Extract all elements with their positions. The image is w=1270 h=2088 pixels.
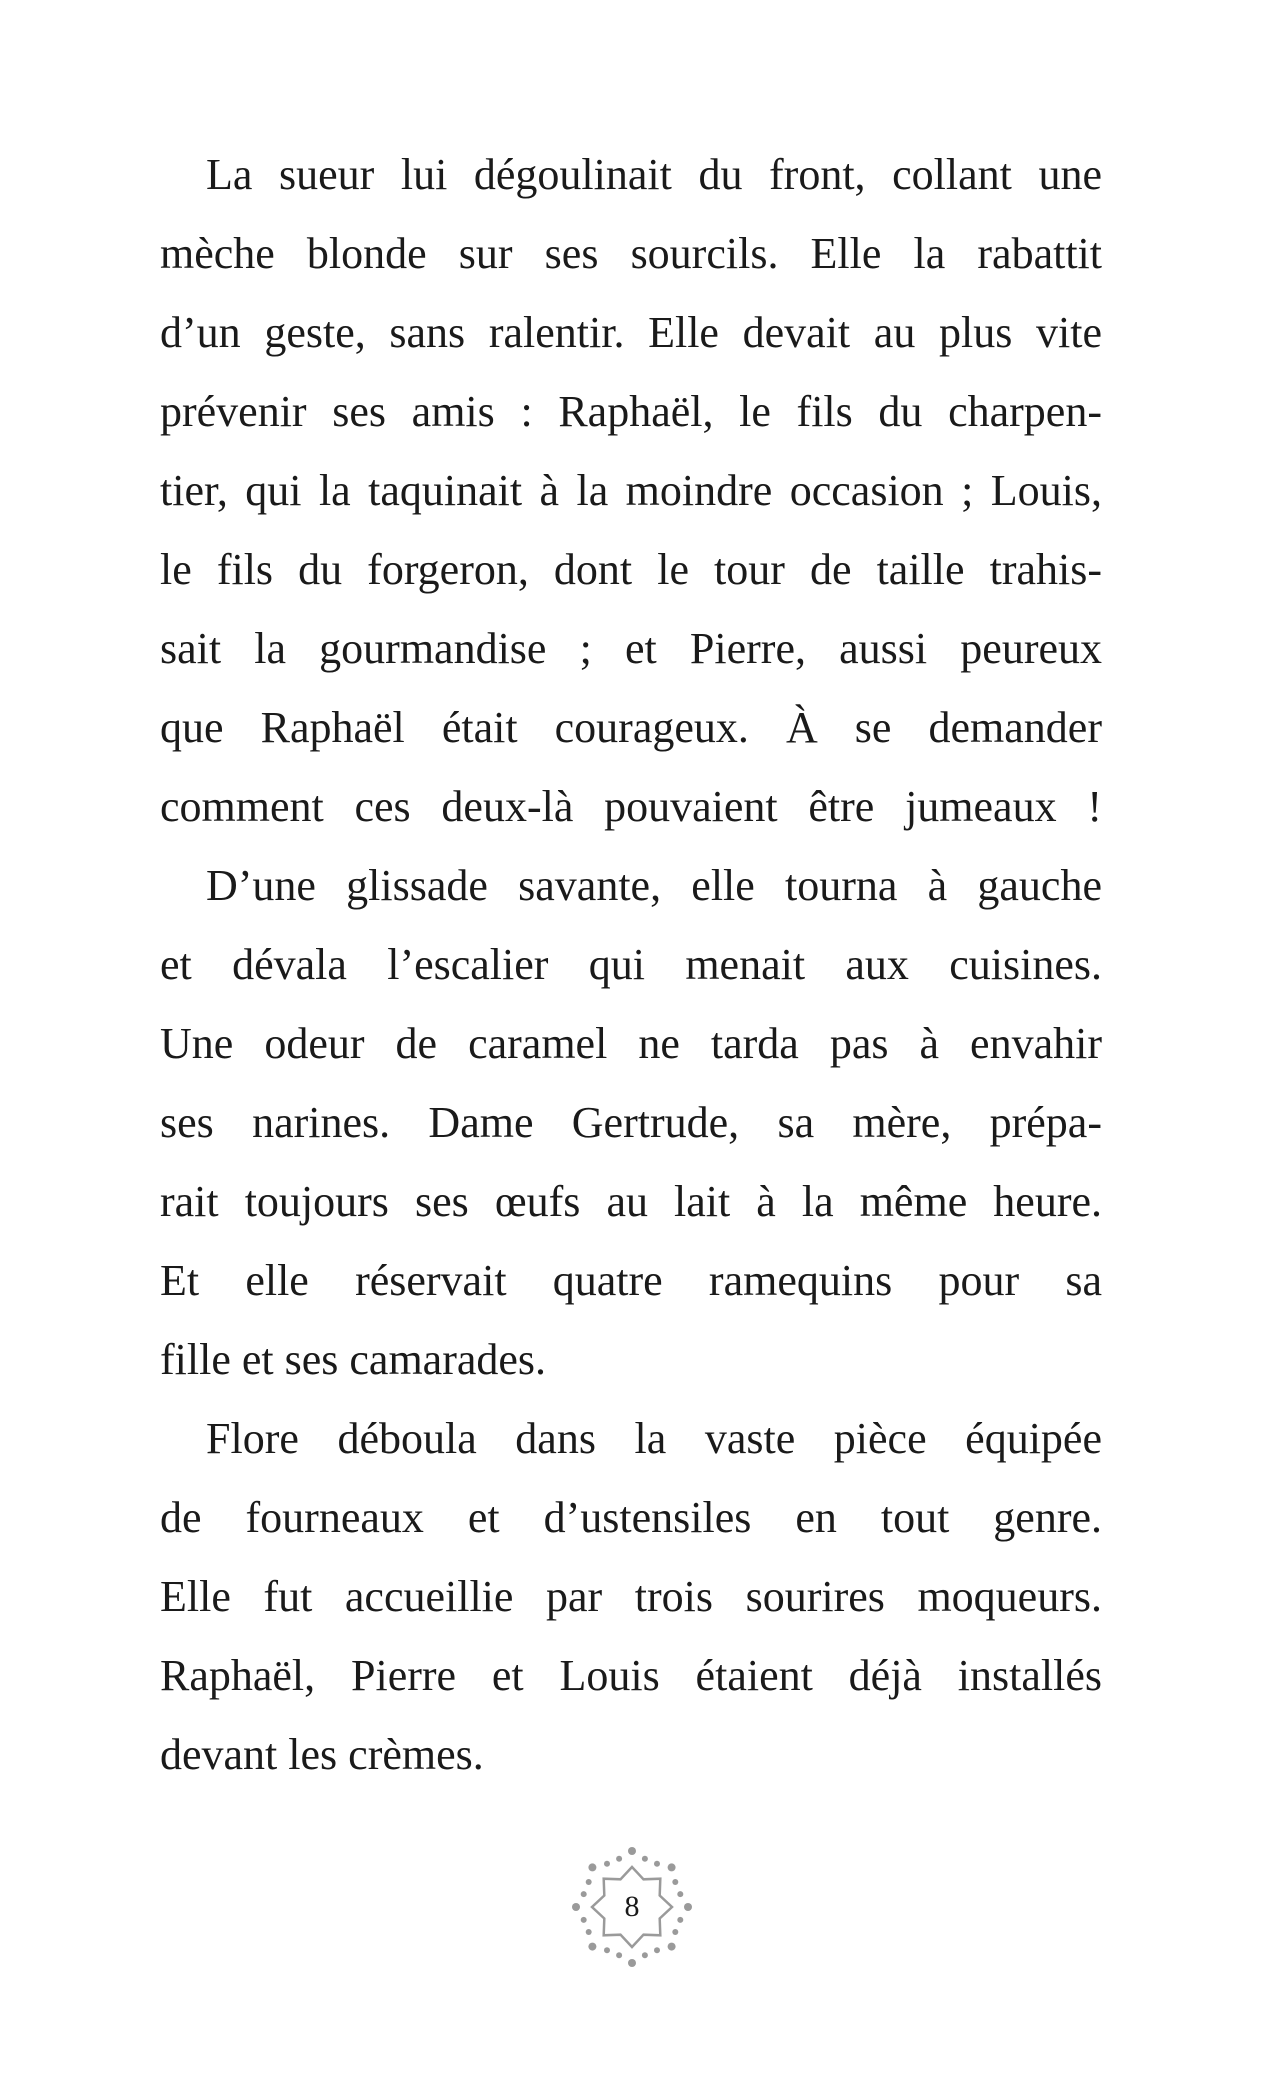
text-line: prévenir ses amis : Raphaël, le fils du charpen- [160,387,1102,436]
page-number: 8 [624,1890,640,1923]
text-line: que Raphaël était courageux. À se demander [160,703,1102,752]
text-line: devant les crèmes. [160,1730,484,1779]
text-line: ses narines. Dame Gertrude, sa mère, prépa- [160,1098,1102,1147]
body-text [160,135,1102,1794]
text-line: de fourneaux et d’ustensiles en tout genre. [160,1493,1102,1542]
text-line: Flore déboula dans la vaste pièce équipée [206,1414,1102,1463]
text-line: D’une glissade savante, elle tourna à gauche [206,861,1102,910]
text-line: comment ces deux-là pouvaient être jumeaux ! [160,782,1102,831]
text-line: sait la gourmandise ; et Pierre, aussi peureux [160,624,1102,673]
text-line: tier, qui la taquinait à la moindre occasion ; Louis, [160,466,1102,515]
text-line: Et elle réservait quatre ramequins pour sa [160,1256,1102,1305]
text-line: mèche blonde sur ses sourcils. Elle la rabattit [160,229,1102,278]
text-line: d’un geste, sans ralentir. Elle devait au plus vite [160,308,1102,357]
text-line: et dévala l’escalier qui menait aux cuisines. [160,940,1102,989]
text-line: Elle fut accueillie par trois sourires moqueurs. [160,1572,1102,1621]
text-line: le fils du forgeron, dont le tour de taille trahis- [160,545,1102,594]
text-line: Une odeur de caramel ne tarda pas à envahir [160,1019,1102,1068]
text-line: rait toujours ses œufs au lait à la même heure. [160,1177,1102,1226]
text-line: Raphaël, Pierre et Louis étaient déjà installés [160,1651,1102,1700]
text-line: La sueur lui dégoulinait du front, collant une [206,150,1102,199]
text-line: fille et ses camarades. [160,1335,547,1384]
